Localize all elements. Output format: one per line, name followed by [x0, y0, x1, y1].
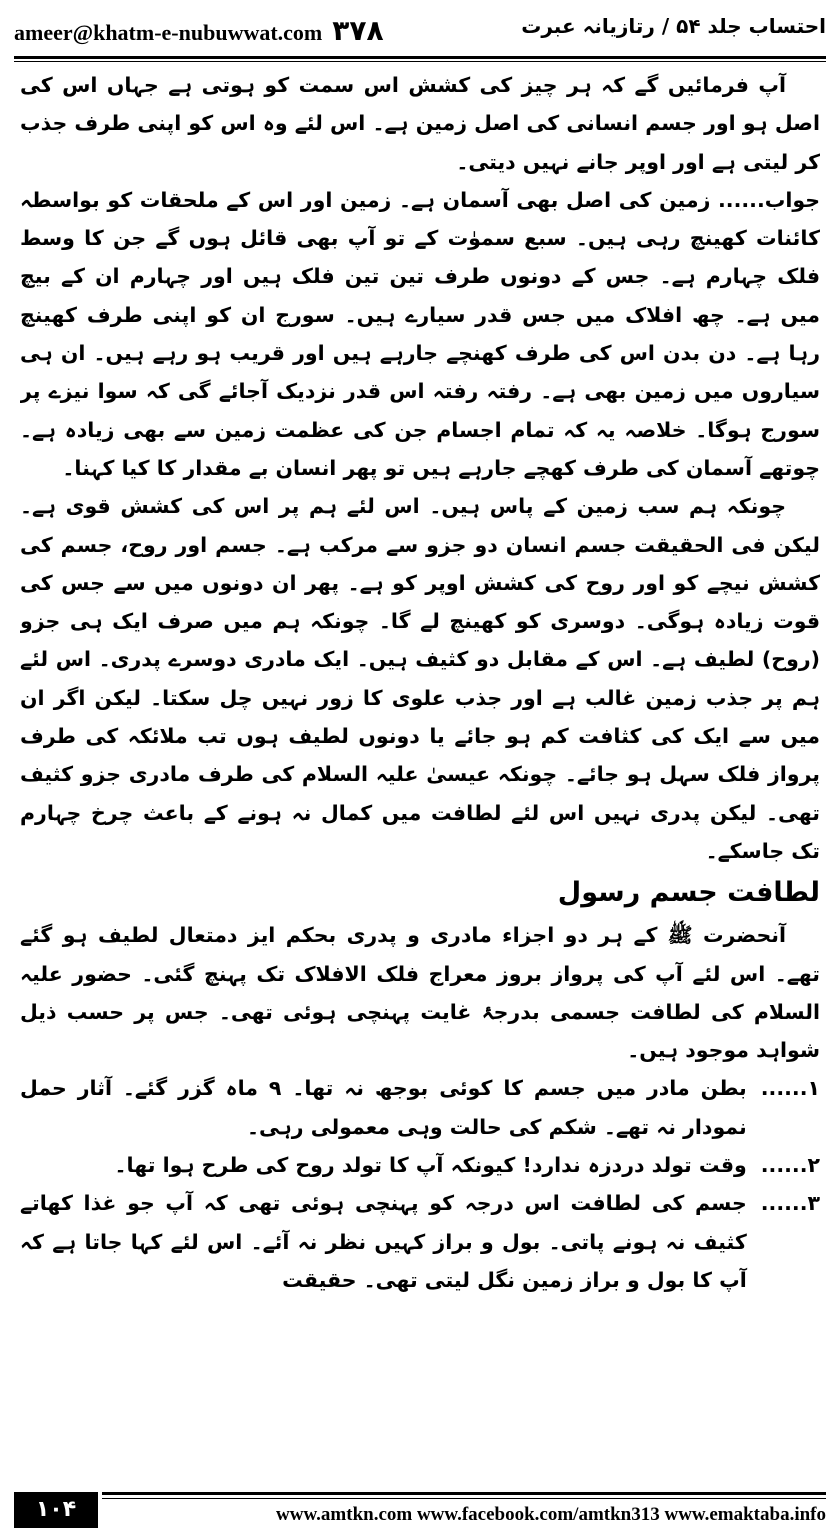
- footer-rule-thin: [102, 1498, 826, 1499]
- list-item: [20, 1146, 820, 1184]
- page-header: [14, 10, 826, 54]
- list-item-text: وقت تولد دردزہ ندارد! کیونکہ آپ کا تولد روح کی طرح ہوا تھا۔: [114, 1153, 747, 1178]
- paragraph-1: آپ فرمائیں گے کہ ہر چیز کی کشش اس سمت کو ہوتی ہے جہاں اس کی اصل ہو اور جسم انسانی کی اصل زمین ہے۔ اس لئے وہ اس کو اپنی طرف جذب کر لیتی ہے اور اوپر جانے نہیں دیتی۔: [20, 73, 820, 174]
- list-item-text: بطن مادر میں جسم کا کوئی بوجھ نہ تھا۔ ۹ ماہ گزر گئے۔ آثار حمل نمودار نہ تھے۔ شکم کی حالت وہی معمولی رہی۔: [20, 1076, 747, 1139]
- header-rule: [14, 56, 826, 59]
- paragraph-3: چونکہ ہم سب زمین کے پاس ہیں۔ اس لئے ہم پر اس کی کشش قوی ہے۔ لیکن فی الحقیقت جسم انسان دو جزو سے مرکب ہے۔ جسم اور روح، جسم کی کشش نیچے کو اور روح کی کشش اوپر کو ہے۔ پھر ان دونوں میں سے جس کی قوت زیادہ ہوگی۔ دوسری کو کھینچ لے گا۔ چونکہ ہم میں صرف ایک ہی جزو (روح) لطیف ہے۔ اس کے مقابل دو کثیف ہیں۔ ایک مادری دوسرے پدری۔ اس لئے ہم پر جذب زمین غالب ہے اور جذب علوی کا زور نہیں چل سکتا۔ لیکن اگر ان میں سے ایک کی کثافت کم ہو جائے یا دونوں لطیف ہوں تب ملائکہ کی طرف پرواز فلک سہل ہو جائے۔ چونکہ عیسیٰ علیہ السلام کی طرف مادری جزو کثیف تھی۔ لیکن پدری نہیں اس لئے لطافت میں کمال نہ ہونے کے باعث چرخ چہارم تک جاسکے۔: [20, 494, 820, 863]
- header-email: ameer@khatm-e-nubuwwat.com: [14, 20, 323, 45]
- page-body: [20, 66, 820, 1466]
- footer-page-number: ۱۰۴: [14, 1492, 98, 1528]
- section-heading: لطافت جسم رسول: [557, 877, 820, 909]
- list-item-number: ۲......: [760, 1153, 820, 1178]
- footer-rule: [102, 1492, 826, 1495]
- list-item-number: ۳......: [760, 1191, 820, 1216]
- paragraph-2: جواب...... زمین کی اصل بھی آسمان ہے۔ زمین اور اس کے ملحقات کو بواسطہ کائنات کھینچ رہی ہیں۔ سبع سموٰت کے تو آپ بھی قائل ہوں گے جن کا وسط فلک چہارم ہے۔ جس کے دونوں طرف تین تین فلک ہیں اور چہارم ان کے بیچ میں ہے۔ چھ افلاک میں جس قدر سیارے ہیں۔ سورج ان کو اپنی طرف کھینچ رہا ہے۔ دن بدن اس کی طرف کھنچے جارہے ہیں اور قریب ہو رہے ہیں۔ ان ہی سیاروں میں زمین بھی ہے۔ رفتہ رفتہ اس قدر نزدیک آجائے گی کہ سوا نیزے پر سورج ہوگا۔ خلاصہ یہ کہ تمام اجسام جن کی عظمت زمین سے بھی زیادہ ہے۔ چوتھے آسمان کی طرف کھچے جارہے ہیں تو پھر انسان بے مقدار کا کیا کہنا۔: [20, 187, 820, 480]
- header-book-title: احتساب جلد ۵۴ / رتازیانہ عبرت: [521, 14, 826, 38]
- list-item: [20, 1069, 820, 1146]
- list-item-number: ۱......: [760, 1076, 820, 1101]
- header-left: [14, 14, 384, 47]
- header-rule-thin: [14, 61, 826, 62]
- list-item: [20, 1184, 820, 1299]
- footer-websites: www.amtkn.com www.facebook.com/amtkn313 www.emaktaba.info: [276, 1504, 826, 1525]
- paragraph-4: آنحضرت ﷺ کے ہر دو اجزاء مادری و پدری بحکم ایز دمتعال لطیف ہو گئے تھے۔ اس لئے آپ کی پرواز بروز معراج فلک الافلاک تک پہنچ گئی۔ حضور علیہ السلام کی لطافت جسمی بدرجۂ غایت پہنچی ہوئی تھی۔ جس پر حسب ذیل شواہد موجود ہیں۔: [20, 923, 820, 1063]
- list-item-text: جسم کی لطافت اس درجہ کو پہنچی ہوئی تھی کہ آپ جو غذا کھاتے کثیف نہ ہونے پاتی۔ بول و براز کہیں نظر نہ آئے۔ اس لئے کہا جاتا ہے کہ آپ کا بول و براز زمین نگل لیتی تھی۔ حقیقت: [20, 1191, 747, 1292]
- header-page-number: ۳۷۸: [332, 14, 384, 47]
- page-footer: [14, 1490, 826, 1530]
